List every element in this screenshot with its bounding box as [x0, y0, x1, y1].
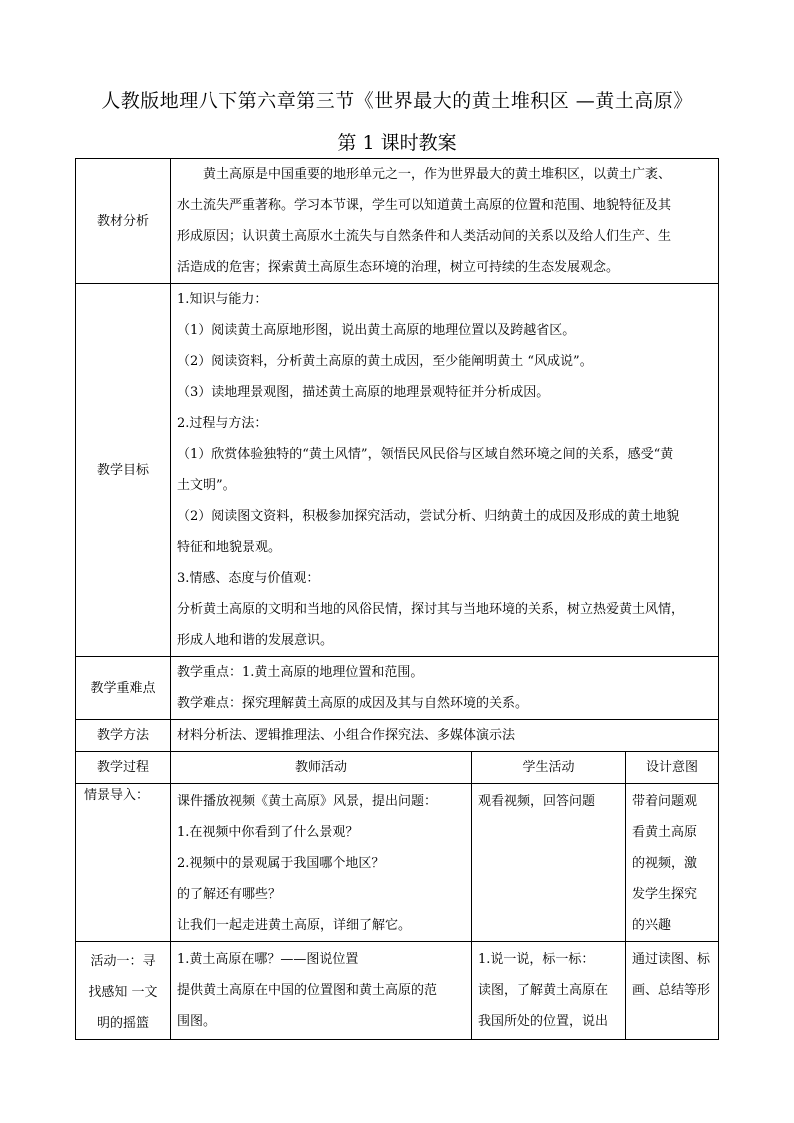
text-line: 水土流失严重著称。学习本节课，学生可以知道黄土高原的位置和范围、地貌特征及其	[177, 198, 672, 213]
row-teaching-goals	[76, 284, 719, 657]
text-line: 找感知 一文	[88, 985, 158, 1000]
document-subtitle: 第 1 课时教案	[337, 132, 457, 154]
text-line: 形成原因；认识黄土高原水土流失与自然条件和人类活动间的关系以及给人们生产、生	[177, 229, 672, 244]
header-teacher-activity: 教师活动	[171, 752, 472, 784]
lesson-plan-table	[75, 158, 719, 1040]
text-line: 让我们一起走进黄土高原，详细了解它。	[177, 918, 412, 933]
text-line: 提供黄土高原在中国的位置图和黄土高原的范	[177, 983, 438, 998]
row-label: 教学目标	[76, 284, 171, 657]
text-line: 土文明”。	[177, 478, 236, 493]
text-line: 看黄土高原	[632, 825, 698, 840]
row-label: 教学方法	[76, 720, 171, 752]
row-content: 材料分析法、逻辑推理法、小组合作探究法、多媒体演示法	[171, 720, 719, 752]
text-line: 2.过程与方法：	[177, 416, 268, 431]
row-process-header	[76, 752, 719, 784]
header-design-intent: 设计意图	[626, 752, 719, 784]
text-line: 1.说一说，标一标：	[478, 952, 595, 967]
text-line: 活动一：寻	[90, 954, 156, 969]
row-label: 教材分析	[76, 159, 171, 284]
text-line: 课件播放视频《黄土高原》风景，提出问题：	[177, 794, 438, 809]
text-line: （3）读地理景观图，描述黄土高原的地理景观特征并分析成因。	[177, 385, 550, 400]
text-line: 我国所处的位置，说出	[478, 1014, 609, 1029]
row-content	[171, 657, 719, 720]
row-key-points	[76, 657, 719, 720]
design-intent	[626, 784, 719, 942]
text-line: 发学生探究	[632, 887, 698, 902]
text-line: 明的摇篮	[96, 1016, 149, 1031]
row-label: 教学重难点	[76, 657, 171, 720]
student-activity	[472, 942, 626, 1040]
text-line: 1.黄土高原在哪？——图说位置	[177, 952, 359, 967]
row-content	[171, 284, 719, 657]
header-student-activity: 学生活动	[472, 752, 626, 784]
row-textbook-analysis	[76, 159, 719, 284]
text-line: 的视频，激	[632, 856, 698, 871]
text-line: 观看视频，回答问题	[478, 794, 596, 809]
design-intent	[626, 942, 719, 1040]
row-intro	[76, 784, 719, 942]
text-line: 教学重点：1.黄土高原的地理位置和范围。	[177, 665, 424, 680]
stage-label: 情景导入：	[76, 784, 171, 942]
text-line: 1.知识与能力：	[177, 292, 268, 307]
text-line: 围图。	[177, 1014, 217, 1029]
text-line: 通过读图、标	[632, 952, 711, 967]
row-content	[171, 159, 719, 284]
text-line: 分析黄土高原的文明和当地的风俗民情，探讨其与当地环境的关系，树立热爱黄土风情，	[177, 602, 685, 617]
text-line: （1）欣赏体验独特的“黄土风情”，领悟民风民俗与区域自然环境之间的关系，感受“黄	[177, 447, 674, 462]
text-line: （2）阅读图文资料，积极参加探究活动，尝试分析、归纳黄土的成因及形成的黄土地貌	[177, 509, 680, 524]
text-line: 1.在视频中你看到了什么景观？	[177, 825, 359, 840]
text-line: 读图，了解黄土高原在	[478, 983, 609, 998]
text-line: 教学难点：探究理解黄土高原的成因及其与自然环境的关系。	[177, 696, 529, 711]
student-activity	[472, 784, 626, 942]
text-line: 特征和地貌景观。	[177, 540, 282, 555]
document-title: 人教版地理八下第六章第三节《世界最大的黄土堆积区 —黄土高原》	[101, 90, 693, 112]
row-activity-1	[76, 942, 719, 1040]
text-line: 活造成的危害；探索黄土高原生态环境的治理，树立可持续的生态发展观念。	[177, 260, 620, 275]
text-line: 画、总结等形	[632, 983, 711, 998]
stage-label	[76, 942, 171, 1040]
text-line: （2）阅读资料，分析黄土高原的黄土成因，至少能阐明黄土 “风成说”。	[177, 354, 593, 369]
text-line: 形成人地和谐的发展意识。	[177, 633, 334, 648]
text-line: 的了解还有哪些？	[177, 887, 282, 902]
text-line: 的兴趣	[632, 918, 672, 933]
row-teaching-methods	[76, 720, 719, 752]
text-line: 3.情感、态度与价值观：	[177, 571, 320, 586]
text-line: 黄土高原是中国重要的地形单元之一，作为世界最大的黄土堆积区，以黄土广袤、	[203, 167, 672, 182]
teacher-activity	[171, 942, 472, 1040]
header-process: 教学过程	[76, 752, 171, 784]
text-line: 2.视频中的景观属于我国哪个地区？	[177, 856, 385, 871]
teacher-activity	[171, 784, 472, 942]
text-line: 带着问题观	[632, 794, 698, 809]
text-line: （1）阅读黄土高原地形图，说出黄土高原的地理位置以及跨越省区。	[177, 323, 576, 338]
